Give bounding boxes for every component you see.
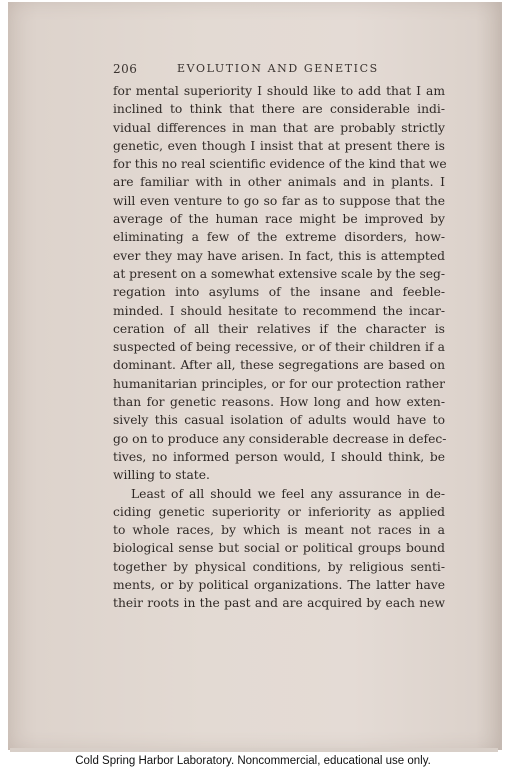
text-line: vidual differences in man that are probably strictly bbox=[113, 120, 445, 135]
text-line: suspected of being recessive, or of their children if a bbox=[113, 340, 445, 355]
running-title: EVOLUTION AND GENETICS bbox=[177, 62, 379, 75]
text-line: together by physical conditions, by religious senti- bbox=[113, 559, 445, 574]
text-line: minded. I should hesitate to recommend the incar- bbox=[113, 303, 445, 318]
text-line: tives, no informed person would, I should think, be bbox=[113, 449, 445, 464]
archive-credit: Cold Spring Harbor Laboratory. Noncommercial, educational use only. bbox=[75, 755, 431, 767]
page-edge bbox=[10, 748, 498, 752]
page-header bbox=[113, 62, 443, 80]
page-number: 206 bbox=[113, 62, 138, 76]
text-line: go on to produce any considerable decrease in defec- bbox=[113, 431, 447, 446]
text-line: are familiar with in other animals and in plants. I bbox=[113, 175, 445, 190]
text-line: to whole races, by which is meant not races in a bbox=[113, 523, 445, 538]
text-line: eliminating a few of the extreme disorders, how- bbox=[113, 230, 445, 245]
text-line: for this no real scientific evidence of the kind that we bbox=[113, 157, 447, 172]
text-line: humanitarian principles, or for our protection rather bbox=[113, 376, 445, 391]
text-line: ever they may have arisen. In fact, this is attempted bbox=[113, 248, 445, 263]
text-line: dominant. After all, these segregations are based on bbox=[113, 358, 445, 373]
text-line: average of the human race might be improved by bbox=[113, 212, 445, 227]
text-line: Least of all should we feel any assurance in de- bbox=[131, 486, 445, 501]
text-line: will even venture to go so far as to suppose that the bbox=[113, 193, 445, 208]
text-line: regation into asylums of the insane and feeble- bbox=[113, 285, 445, 300]
text-line: biological sense but social or political groups bound bbox=[113, 541, 445, 556]
text-line: genetic, even though I insist that at present there is bbox=[113, 138, 445, 153]
text-line: for mental superiority I should like to add that I am bbox=[113, 84, 445, 98]
text-line: willing to state. bbox=[113, 468, 210, 483]
text-line: their roots in the past and are acquired by each new bbox=[113, 596, 445, 611]
text-line: inclined to think that there are considerable indi- bbox=[113, 102, 445, 117]
text-line: ciding genetic superiority or inferiority as applied bbox=[113, 504, 445, 519]
text-line: sively this casual isolation of adults would have to bbox=[113, 413, 445, 428]
text-line: ments, or by political organizations. The latter have bbox=[113, 578, 445, 593]
text-line: at present on a somewhat extensive scale by the seg- bbox=[113, 266, 446, 281]
text-line: than for genetic reasons. How long and how exten- bbox=[113, 395, 445, 410]
body-text bbox=[113, 82, 445, 613]
text-line: ceration of all their relatives if the character is bbox=[113, 321, 445, 336]
